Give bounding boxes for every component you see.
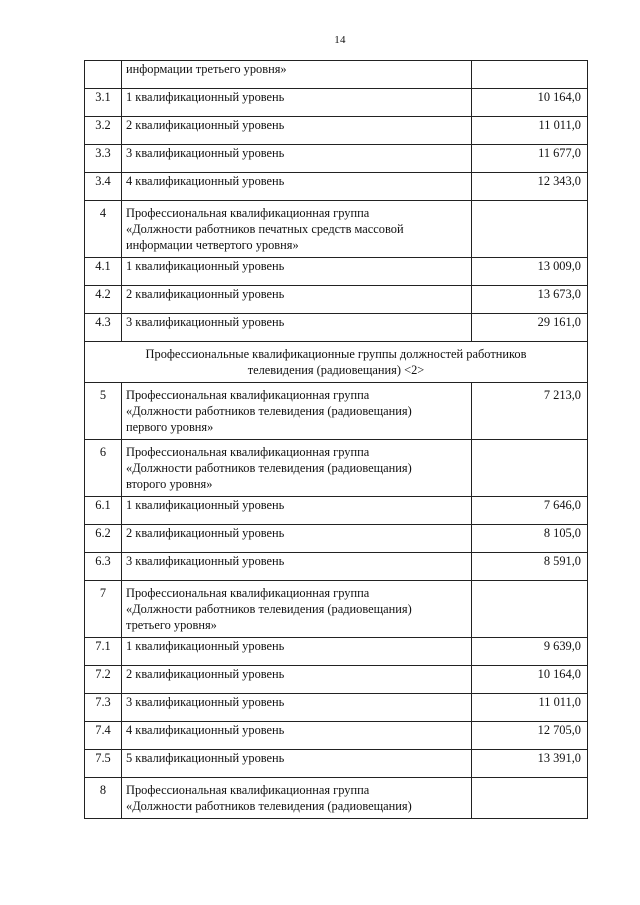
row-number: 7.4 [85,722,122,750]
level-row [85,722,588,750]
group-title-line: Профессиональная квалификационная группа [126,206,370,220]
row-number: 4 [85,201,122,258]
salary-value: 10 164,0 [472,89,588,117]
group-title-line: «Должности работников телевидения (радиовещания) [126,461,412,475]
level-row [85,286,588,314]
row-number: 5 [85,383,122,440]
group-title-line: Профессиональная квалификационная группа [126,586,370,600]
salary-value: 11 011,0 [472,117,588,145]
salary-value [472,201,588,258]
row-number: 4.3 [85,314,122,342]
level-name: 1 квалификационный уровень [122,638,472,666]
row-number: 8 [85,778,122,819]
row-number: 6.3 [85,553,122,581]
group-title [122,383,472,440]
row-number: 7.1 [85,638,122,666]
level-row [85,638,588,666]
salary-value: 8 105,0 [472,525,588,553]
salary-value: 13 009,0 [472,258,588,286]
group-title-line: Профессиональная квалификационная группа [126,445,370,459]
group-title-line: Профессиональная квалификационная группа [126,388,370,402]
group-row [85,440,588,497]
level-name: 1 квалификационный уровень [122,89,472,117]
level-name: 5 квалификационный уровень [122,750,472,778]
salary-value: 13 673,0 [472,286,588,314]
level-name: 2 квалификационный уровень [122,117,472,145]
level-row [85,553,588,581]
salary-value [472,61,588,89]
row-number: 4.1 [85,258,122,286]
row-number: 7.3 [85,694,122,722]
level-row [85,525,588,553]
page-number: 14 [334,34,346,46]
row-number: 4.2 [85,286,122,314]
level-name: 1 квалификационный уровень [122,497,472,525]
level-name: информации третьего уровня» [122,61,472,89]
group-row [85,778,588,819]
group-title [122,581,472,638]
group-title-line: информации четвертого уровня» [126,238,299,252]
section-header [85,342,588,383]
salary-value [472,778,588,819]
level-name: 3 квалификационный уровень [122,145,472,173]
level-row [85,117,588,145]
group-title-line: Профессиональная квалификационная группа [126,783,370,797]
section-header-line: Профессиональные квалификационные группы должностей работников [145,347,527,361]
salary-value: 7 646,0 [472,497,588,525]
level-row [85,145,588,173]
level-name: 3 квалификационный уровень [122,694,472,722]
salary-value: 7 213,0 [472,383,588,440]
level-name: 4 квалификационный уровень [122,173,472,201]
section-header-row [85,342,588,383]
row-number: 6.2 [85,525,122,553]
salary-table-body [85,61,588,819]
level-name: 2 квалификационный уровень [122,286,472,314]
salary-value [472,581,588,638]
salary-value: 13 391,0 [472,750,588,778]
group-row [85,581,588,638]
level-name: 3 квалификационный уровень [122,553,472,581]
group-row [85,201,588,258]
salary-value: 12 705,0 [472,722,588,750]
level-row [85,666,588,694]
level-row [85,314,588,342]
level-name: 4 квалификационный уровень [122,722,472,750]
row-number: 6.1 [85,497,122,525]
level-name: 2 квалификационный уровень [122,525,472,553]
salary-value: 9 639,0 [472,638,588,666]
row-number: 3.3 [85,145,122,173]
group-title-line: «Должности работников печатных средств массовой [126,222,404,236]
group-row [85,383,588,440]
section-header-line: телевидения (радиовещания) <2> [247,363,425,377]
salary-value [472,440,588,497]
level-row [85,61,588,89]
salary-value: 8 591,0 [472,553,588,581]
salary-value: 11 011,0 [472,694,588,722]
group-title [122,201,472,258]
group-title-line: «Должности работников телевидения (радиовещания) [126,404,412,418]
row-number [85,61,122,89]
level-name: 3 квалификационный уровень [122,314,472,342]
level-row [85,89,588,117]
group-title-line: первого уровня» [126,420,214,434]
group-title-line: третьего уровня» [126,618,217,632]
row-number: 3.4 [85,173,122,201]
level-row [85,750,588,778]
salary-value: 12 343,0 [472,173,588,201]
level-row [85,173,588,201]
group-title-line: второго уровня» [126,477,213,491]
level-row [85,258,588,286]
salary-table [84,60,588,819]
row-number: 7.5 [85,750,122,778]
group-title-line: «Должности работников телевидения (радиовещания) [126,799,412,813]
row-number: 3.1 [85,89,122,117]
level-row [85,497,588,525]
salary-value: 10 164,0 [472,666,588,694]
group-title [122,778,472,819]
level-row [85,694,588,722]
salary-value: 11 677,0 [472,145,588,173]
group-title-line: «Должности работников телевидения (радиовещания) [126,602,412,616]
salary-value: 29 161,0 [472,314,588,342]
row-number: 7.2 [85,666,122,694]
row-number: 7 [85,581,122,638]
level-name: 1 квалификационный уровень [122,258,472,286]
row-number: 3.2 [85,117,122,145]
group-title [122,440,472,497]
row-number: 6 [85,440,122,497]
level-name: 2 квалификационный уровень [122,666,472,694]
